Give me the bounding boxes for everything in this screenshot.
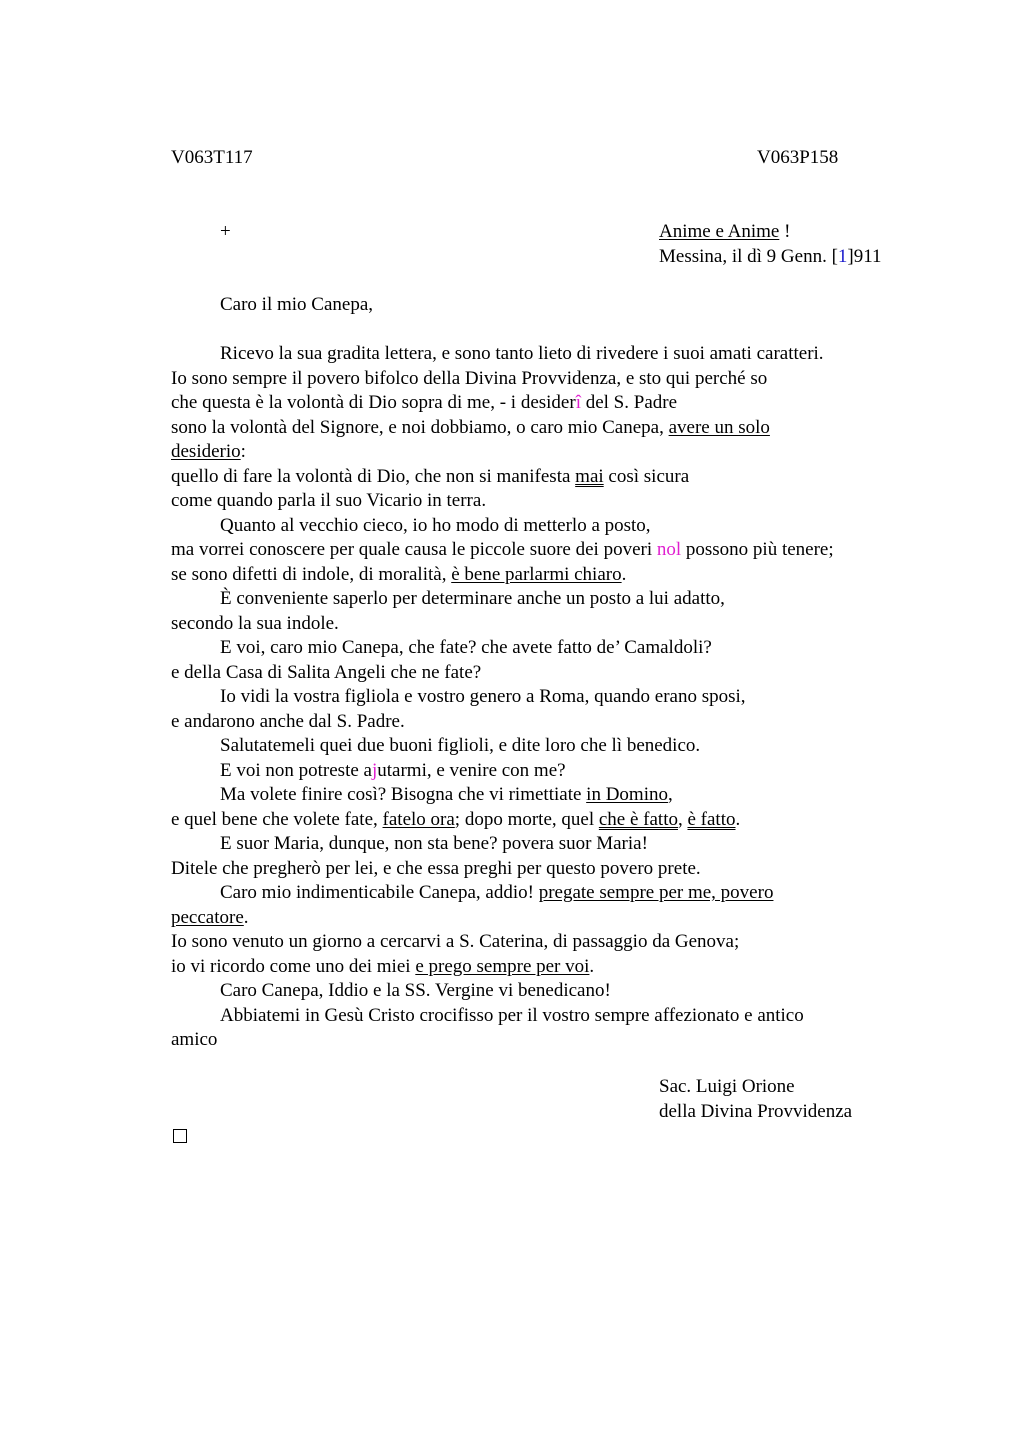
text-span: ,: [667, 784, 673, 805]
editorial-mark: î: [575, 392, 581, 413]
text-span: così sicura: [603, 465, 690, 487]
letter-line: Ditele che pregherò per lei, e che essa preghi per questo povero prete.: [171, 857, 701, 879]
letter-line: Abbiatemi in Gesù Cristo crocifisso per il vostro sempre affezionato e antico: [220, 1004, 804, 1026]
place-date-text: Messina, il dì 9 Genn. [: [659, 245, 838, 267]
text-span: E voi non potreste a: [220, 759, 372, 781]
letter-line: secondo la sua indole.: [171, 612, 339, 634]
underlined-text: desiderio: [171, 441, 241, 462]
text-span: sono la volontà del Signore, e noi dobbiamo, o caro mio Canepa,: [171, 416, 669, 438]
letter-line: amico: [171, 1029, 218, 1050]
editorial-mark: j: [371, 759, 378, 781]
greeting: Caro il mio Canepa,: [220, 294, 374, 315]
underlined-text: avere un solo: [668, 416, 770, 438]
end-square-icon: [173, 1127, 187, 1149]
letter-line: [171, 391, 911, 416]
underlined-text: peccatore: [171, 906, 244, 928]
text-span: possono più tenere;: [681, 539, 834, 560]
letter-line: Salutatemeli quei due buoni figlioli, e dite loro che lì benedico.: [220, 735, 701, 756]
editorial-mark: nol: [656, 539, 682, 560]
text-span: se sono difetti di indole, di moralità,: [171, 563, 452, 585]
motto: [659, 220, 790, 245]
text-span: .: [589, 955, 595, 977]
motto-exclamation: !: [779, 221, 791, 242]
letter-body: [171, 342, 911, 1053]
underlined-text: è bene parlarmi chiaro: [451, 563, 622, 585]
cross-symbol: +: [220, 221, 231, 242]
letter-line: Quanto al vecchio cieco, io ho modo di metterlo a posto,: [220, 514, 651, 536]
letter-line: Io vidi la vostra figliola e vostro genero a Roma, quando erano sposi,: [220, 686, 746, 707]
text-span: Ma volete finire così? Bisogna che vi rimettiate: [220, 784, 587, 805]
text-span: Caro mio indimenticabile Canepa, addio!: [220, 882, 539, 903]
editorial-digit: 1: [837, 245, 848, 267]
text-span: :: [240, 441, 246, 462]
underlined-text: pregate sempre per me, povero: [538, 882, 774, 903]
letter-line: [171, 808, 911, 833]
underlined-text: e prego sempre per voi: [415, 955, 590, 977]
letter-line: È conveniente saperlo per determinare anche un posto a lui adatto,: [220, 588, 725, 609]
letter-line: e della Casa di Salita Angeli che ne fate?: [171, 661, 482, 683]
text-span: che questa è la volontà di Dio sopra di me, - i desider: [171, 392, 576, 413]
text-span: .: [243, 906, 249, 928]
text-span: ; dopo morte, quel: [454, 808, 599, 830]
letter-line: e andarono anche dal S. Padre.: [171, 710, 405, 732]
text-span: utarmi, e venire con me?: [377, 759, 566, 781]
letter-line: [171, 416, 911, 441]
text-span: quello di fare la volontà di Dio, che non si manifesta: [171, 465, 576, 487]
letter-line: [171, 465, 911, 490]
document-code-right: V063P158: [757, 147, 839, 168]
underlined-text: fatelo ora: [382, 808, 455, 830]
letter-line: Io sono sempre il povero bifolco della Divina Provvidenza, e sto qui perché so: [171, 367, 768, 389]
text-span: io vi ricordo come uno dei miei: [171, 955, 416, 977]
double-underlined-text: che è fatto: [598, 808, 678, 830]
text-span: e quel bene che volete fate,: [171, 808, 383, 830]
text-span: .: [621, 563, 627, 585]
letter-line: Io sono venuto un giorno a cercarvi a S. Caterina, di passaggio da Genova;: [171, 931, 740, 952]
letter-line: [171, 906, 911, 931]
text-span: ,: [677, 808, 688, 830]
letter-line: [171, 881, 911, 906]
letter-line: E voi, caro mio Canepa, che fate? che avete fatto de’ Camaldoli?: [220, 637, 712, 658]
place-date-year: ]911: [847, 245, 882, 267]
letter-line: [171, 563, 911, 588]
letter-line: [171, 955, 911, 980]
text-span: .: [735, 808, 741, 830]
letter-line: [171, 440, 911, 465]
text-span: del S. Padre: [580, 392, 678, 413]
double-underlined-text: mai: [575, 465, 604, 487]
letter-line: [171, 759, 911, 784]
letter-line: Caro Canepa, Iddio e la SS. Vergine vi benedicano!: [220, 980, 611, 1001]
letter-line: come quando parla il suo Vicario in terra.: [171, 490, 487, 511]
document-code-left: V063T117: [171, 147, 253, 168]
signature-title: della Divina Provvidenza: [659, 1100, 853, 1122]
letter-line: [171, 538, 911, 563]
text-span: ma vorrei conoscere per quale causa le piccole suore dei poveri: [171, 539, 657, 560]
signature-name: Sac. Luigi Orione: [659, 1076, 795, 1097]
letter-line: Ricevo la sua gradita lettera, e sono tanto lieto di rivedere i suoi amati caratteri.: [220, 343, 824, 364]
letter-line: E suor Maria, dunque, non sta bene? povera suor Maria!: [220, 833, 648, 854]
motto-text: Anime e Anime: [659, 221, 780, 242]
double-underlined-text: è fatto: [687, 808, 736, 830]
letter-line: [171, 783, 911, 808]
place-date: [659, 245, 882, 270]
underlined-text: in Domino: [586, 784, 668, 805]
